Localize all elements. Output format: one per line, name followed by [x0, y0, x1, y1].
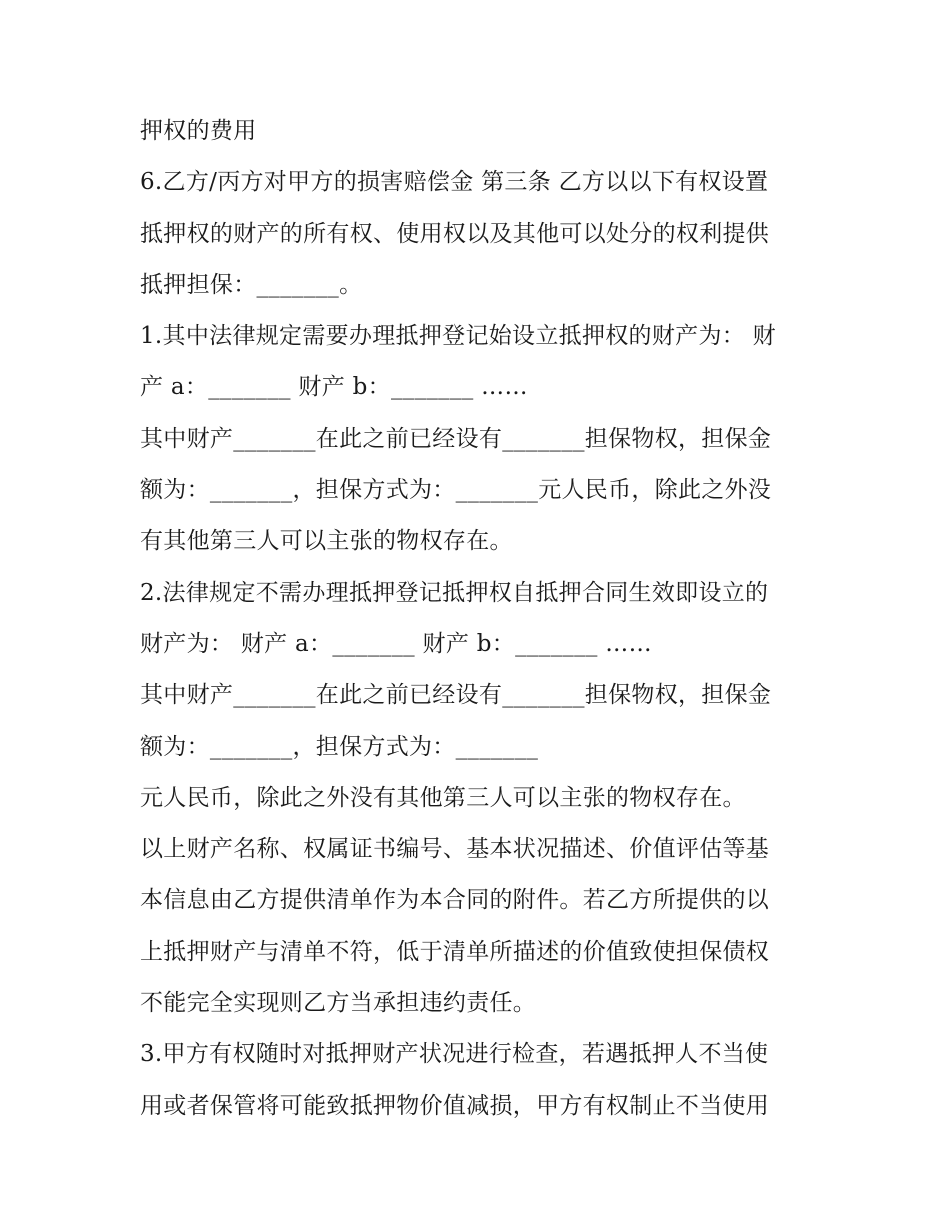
text-line: 6.乙方/丙方对甲方的损害赔偿金 第三条 乙方以以下有权设置	[140, 169, 769, 196]
text-line: 2.法律规定不需办理抵押登记抵押权自抵押合同生效即设立的	[140, 579, 769, 606]
text-line: 财产为： 财产 a：_______ 财产 b：_______ ……	[140, 630, 652, 657]
text-line: 以上财产名称、权属证书编号、基本状况描述、价值评估等基	[140, 836, 770, 863]
text-line: 1.其中法律规定需要办理抵押登记始设立抵押权的财产为： 财	[140, 323, 776, 350]
text-line: 押权的费用	[140, 118, 257, 144]
text-line: 3.甲方有权随时对抵押财产状况进行检查，若遇抵押人不当使	[140, 1041, 769, 1068]
text-line: 本信息由乙方提供清单作为本合同的附件。若乙方所提供的以	[140, 887, 770, 914]
text-line: 其中财产_______在此之前已经设有_______担保物权，担保金	[140, 425, 772, 452]
contract-text	[140, 106, 820, 1132]
text-line: 产 a：_______ 财产 b：_______ ……	[140, 374, 528, 401]
text-line: 额为：_______，担保方式为：_______元人民币，除此之外没	[140, 477, 772, 504]
text-line: 抵押担保：_______。	[140, 271, 363, 298]
text-line: 元人民币，除此之外没有其他第三人可以主张的物权存在。	[140, 784, 746, 811]
text-line: 额为：_______，担保方式为：_______	[140, 733, 539, 760]
text-line: 其中财产_______在此之前已经设有_______担保物权，担保金	[140, 682, 772, 709]
text-line: 不能完全实现则乙方当承担违约责任。	[140, 990, 537, 1017]
text-line: 有其他第三人可以主张的物权存在。	[140, 528, 513, 555]
text-line: 上抵押财产与清单不符，低于清单所描述的价值致使担保债权	[140, 938, 770, 965]
text-line: 用或者保管将可能致抵押物价值减损，甲方有权制止不当使用	[140, 1092, 770, 1119]
text-line: 抵押权的财产的所有权、使用权以及其他可以处分的权利提供	[140, 220, 770, 247]
